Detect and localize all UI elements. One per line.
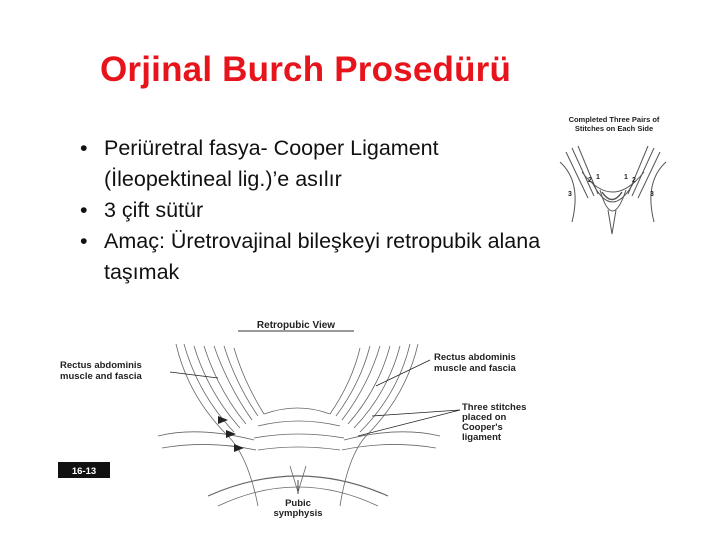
label-rectus-right-1: Rectus abdominis bbox=[434, 352, 516, 363]
figure-number: 16-13 bbox=[71, 466, 97, 477]
label-pubic-2: symphysis bbox=[273, 508, 323, 519]
retropubic-view-illustration bbox=[58, 316, 554, 522]
svg-text:1: 1 bbox=[596, 174, 600, 181]
bullet-text-continued: (İleopektineal lig.)’e asılır bbox=[104, 167, 342, 191]
bullet-dot: • bbox=[80, 136, 88, 160]
bullet-text: 3 çift sütür bbox=[104, 198, 204, 222]
bullet-text: Amaç: Üretrovajinal bileşkeyi retropubik alana bbox=[104, 229, 541, 253]
stitch-numbers bbox=[568, 174, 654, 198]
label-stitches-2: placed on bbox=[462, 412, 507, 423]
bullet-text-continued: taşımak bbox=[104, 260, 180, 284]
anatomy-drawing bbox=[158, 344, 440, 506]
stitch-drawing bbox=[560, 146, 666, 234]
svg-text:2: 2 bbox=[588, 177, 592, 184]
label-stitches-1: Three stitches bbox=[462, 402, 527, 413]
bullet-dot: • bbox=[80, 198, 88, 222]
label-stitches-3: Cooper's bbox=[462, 422, 503, 433]
bullet-text: Periüretral fasya- Cooper Ligament bbox=[104, 136, 439, 160]
figure-title: Retropubic View bbox=[256, 320, 336, 331]
label-rectus-left-1: Rectus abdominis bbox=[60, 360, 142, 371]
svg-text:3: 3 bbox=[568, 191, 572, 198]
svg-text:2: 2 bbox=[632, 177, 636, 184]
bullet-dot: • bbox=[80, 229, 88, 253]
figure-top-caption-1: Completed Three Pairs of bbox=[568, 115, 660, 124]
label-rectus-left-2: muscle and fascia bbox=[60, 371, 142, 382]
label-pointers bbox=[170, 360, 460, 494]
svg-text:1: 1 bbox=[624, 174, 628, 181]
svg-text:3: 3 bbox=[650, 191, 654, 198]
slide-title: Orjinal Burch Prosedürü bbox=[100, 50, 512, 89]
label-stitches-4: ligament bbox=[462, 432, 502, 443]
stitch-pairs-illustration bbox=[552, 112, 674, 248]
label-pubic-1: Pubic bbox=[285, 498, 311, 509]
label-rectus-right-2: muscle and fascia bbox=[434, 363, 516, 374]
figure-top-caption-2: Stitches on Each Side bbox=[574, 124, 654, 133]
